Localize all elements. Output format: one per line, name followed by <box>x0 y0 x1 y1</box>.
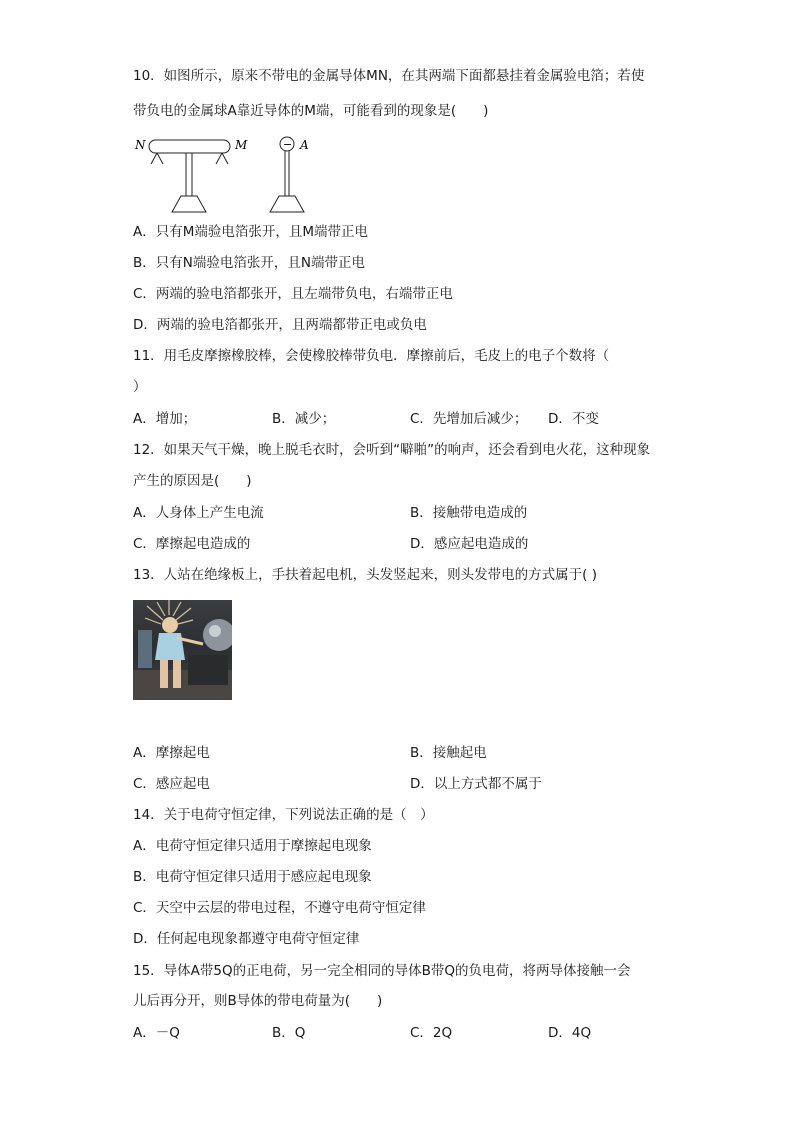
label-m: M <box>235 138 248 152</box>
q14-option-b: B．电荷守恒定律只适用于感应起电现象 <box>133 869 372 885</box>
q12-option-c: C．摩擦起电造成的 <box>133 536 251 552</box>
q15-stem-line1: 15．导体A带5Q的正电荷，另一完全相同的导体B带Q的负电荷，将两导体接触一会 <box>133 963 631 979</box>
q13-option-c: C．感应起电 <box>133 776 210 792</box>
q11-option-d: D．不变 <box>548 411 599 427</box>
q11-stem-line2: ） <box>133 379 147 395</box>
static-hair-photo <box>133 600 232 700</box>
q15-option-d: D．4Q <box>548 1025 592 1041</box>
electroscope-diagram <box>130 134 320 216</box>
q15-option-c: C．2Q <box>410 1025 453 1041</box>
minus-sign: − <box>283 138 293 151</box>
q14-option-a: A．电荷守恒定律只适用于摩擦起电现象 <box>133 838 372 854</box>
stand-base <box>172 196 206 212</box>
q12-option-d: D．感应起电造成的 <box>410 536 529 552</box>
q12-stem-line2: 产生的原因是( ) <box>133 473 252 489</box>
sphere-stand-base <box>270 196 304 212</box>
q10-stem-line2: 带负电的金属球A靠近导体的M端，可能看到的现象是( ) <box>133 103 489 119</box>
q15-stem-line2: 儿后再分开，则B导体的带电荷量为( ) <box>133 993 383 1009</box>
q15-option-a: A．－Q <box>133 1025 180 1041</box>
label-a: A <box>300 138 309 152</box>
q10-stem-line1: 10．如图所示，原来不带电的金属导体MN，在其两端下面都悬挂着金属验电箔；若使 <box>133 68 645 84</box>
q14-option-c: C．天空中云层的带电过程，不遵守电荷守恒定律 <box>133 900 426 916</box>
foil-m-right <box>222 153 228 164</box>
q14-stem-line1: 14．关于电荷守恒定律，下列说法正确的是（ ） <box>133 807 434 823</box>
q13-option-b: B．接触起电 <box>410 745 487 761</box>
foil-m-left <box>216 153 222 164</box>
q11-option-a: A．增加； <box>133 411 197 427</box>
q14-option-d: D．任何起电现象都遵守电荷守恒定律 <box>133 931 360 947</box>
q13-stem-line1: 13．人站在绝缘板上，手扶着起电机，头发竖起来，则头发带电的方式属于( ) <box>133 567 598 583</box>
q12-stem-line1: 12．如果天气干燥，晚上脱毛衣时，会听到“噼啪”的响声，还会看到电火花，这种现象 <box>133 442 651 458</box>
foil-n-right <box>157 153 163 164</box>
q12-option-b: B．接触带电造成的 <box>410 505 528 521</box>
foil-n-left <box>151 153 157 164</box>
q10-option-a: A．只有M端验电箔张开，且M端带正电 <box>133 224 369 240</box>
q13-option-d: D．以上方式都不属于 <box>410 776 542 792</box>
q13-option-a: A．摩擦起电 <box>133 745 210 761</box>
static-hair-illustration <box>133 600 232 700</box>
q12-option-a: A．人身体上产生电流 <box>133 505 264 521</box>
q11-stem-line1: 11．用毛皮摩擦橡胶棒，会使橡胶棒带负电．摩擦前后，毛皮上的电子个数将（ <box>133 348 610 364</box>
q11-option-b: B．减少； <box>272 411 336 427</box>
label-n: N <box>135 138 146 152</box>
conductor-mn-body <box>149 140 230 153</box>
q10-option-d: D．两端的验电箔都张开，且两端都带正电或负电 <box>133 317 427 333</box>
q15-option-b: B．Q <box>272 1025 306 1041</box>
q10-option-c: C．两端的验电箔都张开，且左端带负电，右端带正电 <box>133 286 453 302</box>
q11-option-c: C．先增加后减少； <box>410 411 528 427</box>
q10-option-b: B．只有N端验电箔张开，且N端带正电 <box>133 255 365 271</box>
